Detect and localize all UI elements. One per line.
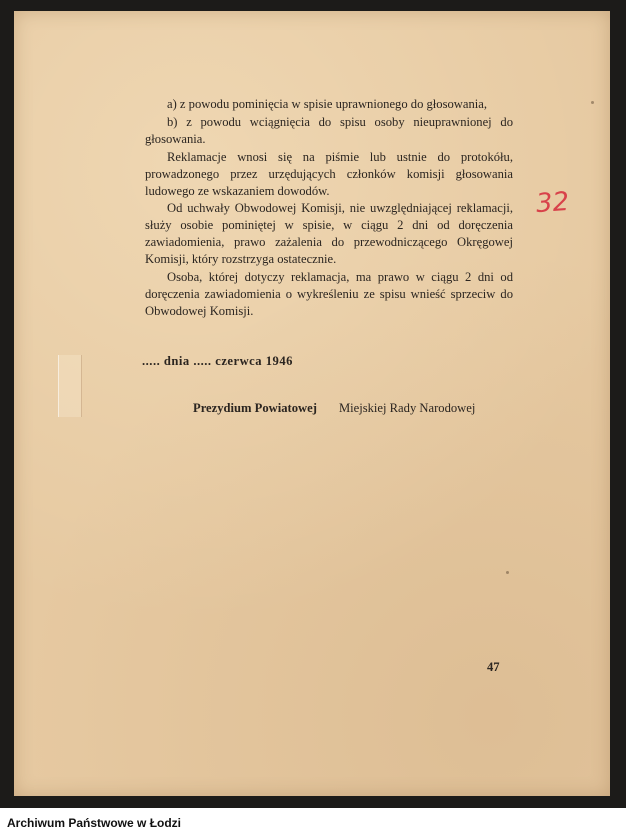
paper-fold-mark — [58, 355, 82, 417]
archive-folio-number: 32 — [534, 186, 571, 220]
paragraph-uchwala: Od uchwały Obwodowej Komisji, nie uwzględniającej reklamacji, służy osobie pominiętej w spisie, w ciągu 2 dni od doręczenia zawiadomienia, prawo zażalenia do przewodniczącego Okręgowej Komisji, który rozstrzyga ostatecznie. — [145, 201, 513, 267]
signature-council: Miejskiej Rady Narodowej — [338, 401, 476, 415]
paper-speck — [591, 101, 594, 104]
paragraph-a: a) z powodu pominięcia w spisie uprawnionego do głosowania, — [167, 97, 488, 111]
signature-presidium: Prezydium Powiatowej — [193, 401, 317, 415]
footer-archive-name: Archiwum Państwowe w Łodzi — [7, 816, 182, 830]
paper-speck — [468, 205, 471, 208]
paper-speck — [506, 571, 509, 574]
paragraph-reklamacje: Reklamacje wnosi się na piśmie lub ustnie do protokółu, prowadzonego przez urzędujących członków komisji głosowania ludowego ze wskazaniem dowodów. — [145, 149, 513, 198]
document-body — [145, 96, 513, 321]
paragraph-b: b) z powodu wciągnięcia do spisu osoby nieuprawnionej do głosowania. — [145, 114, 513, 146]
date-line: ..... dnia ..... czerwca 1946 — [142, 354, 293, 368]
page-number: 47 — [487, 660, 500, 674]
paragraph-sprzeciw: Osoba, której dotyczy reklamacja, ma prawo w ciągu 2 dni od doręczenia zawiadomienia o wykreśleniu ze spisu wnieść sprzeciw do Obwodowej Komisji. — [145, 270, 513, 318]
signature-block — [193, 401, 523, 416]
